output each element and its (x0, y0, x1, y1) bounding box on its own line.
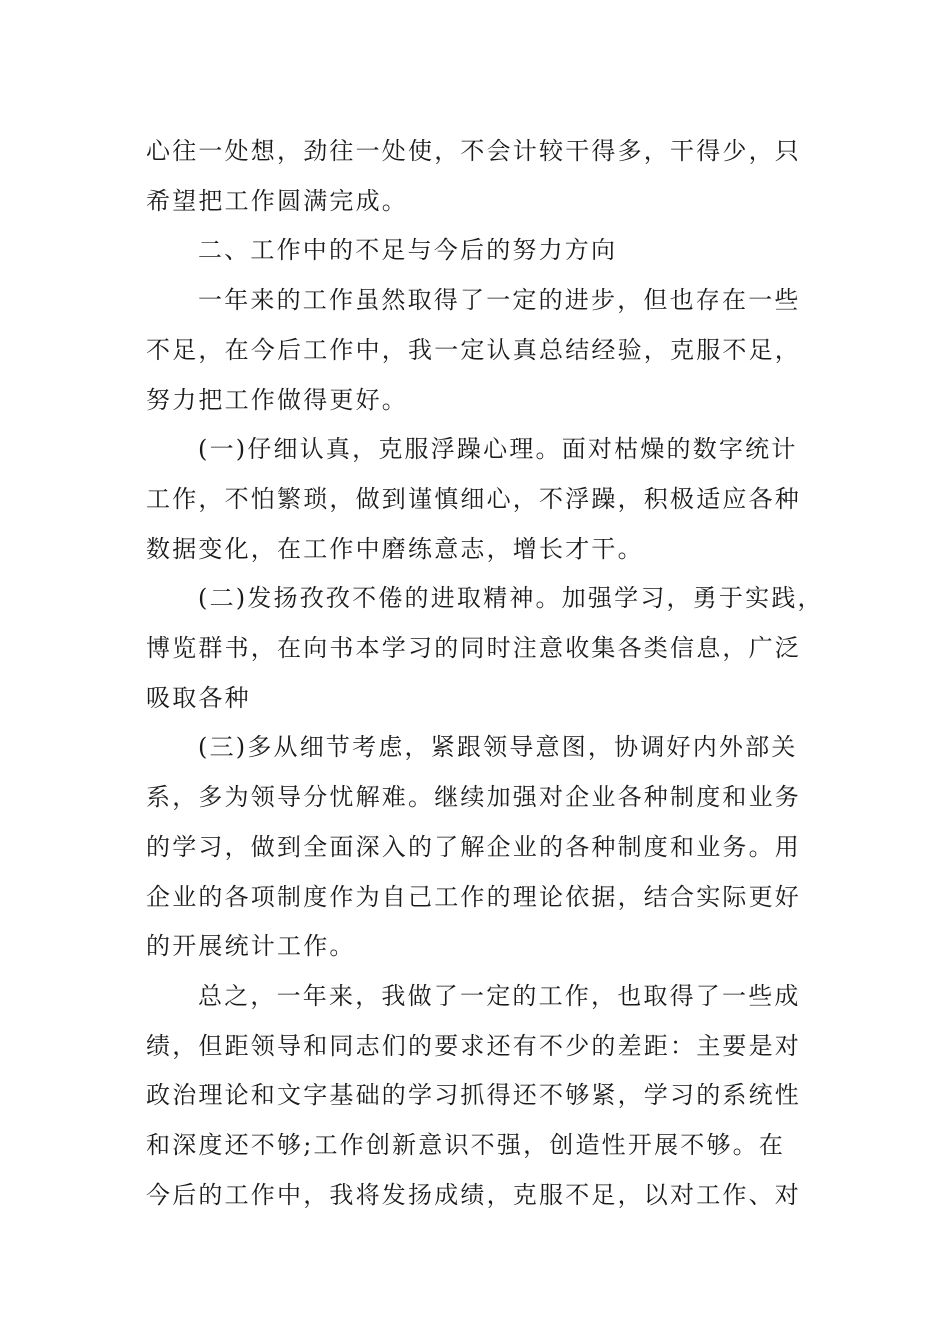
paragraph-5 (146, 574, 824, 723)
text-line: 今后的工作中，我将发扬成绩，克服不足，以对工作、对 (146, 1180, 801, 1209)
text-line: 吸取各种 (146, 683, 251, 712)
text-line: 心往一处想，劲往一处使，不会计较干得多，干得少，只 (146, 137, 801, 165)
paragraph-6 (146, 723, 801, 972)
text-line: 博览群书，在向书本学习的同时注意收集各类信息，广泛 (146, 634, 801, 663)
text-line: 一年来的工作虽然取得了一定的进步，但也存在一些 (198, 286, 801, 315)
document-body (146, 127, 824, 1220)
text-line: 系，多为领导分忧解难。继续加强对企业各种制度和业务 (146, 783, 801, 812)
text-line: 企业的各项制度作为自己工作的理论依据，结合实际更好 (146, 882, 801, 911)
text-line: 努力把工作做得更好。 (146, 385, 408, 414)
text-line: 工作，不怕繁琐，做到谨慎细心，不浮躁，积极适应各种 (146, 484, 801, 513)
text-line: 绩，但距领导和同志们的要求还有不少的差距：主要是对 (146, 1031, 801, 1060)
text-line: 政治理论和文字基础的学习抓得还不够紧，学习的系统性 (146, 1081, 801, 1110)
paragraph-4 (146, 425, 801, 574)
text-line: 的开展统计工作。 (146, 932, 356, 961)
paragraph-7 (146, 972, 801, 1221)
text-line: 不足，在今后工作中，我一定认真总结经验，克服不足， (146, 335, 801, 364)
heading-line: 二、工作中的不足与今后的努力方向 (198, 236, 618, 265)
paragraph-1 (146, 127, 801, 226)
text-line: (二)发扬孜孜不倦的进取精神。加强学习，勇于实践， (198, 584, 824, 613)
text-line: (一)仔细认真，克服浮躁心理。面对枯燥的数字统计 (198, 435, 798, 464)
text-line: 总之，一年来，我做了一定的工作，也取得了一些成 (198, 981, 801, 1010)
paragraph-3 (146, 276, 801, 425)
text-line: 和深度还不够;工作创新意识不强，创造性开展不够。在 (146, 1131, 786, 1160)
text-line: (三)多从细节考虑，紧跟领导意图，协调好内外部关 (198, 733, 798, 762)
text-line: 数据变化，在工作中磨练意志，增长才干。 (146, 534, 644, 563)
text-line: 希望把工作圆满完成。 (146, 186, 408, 215)
section-heading (146, 226, 786, 276)
text-line: 的学习，做到全面深入的了解企业的各种制度和业务。用 (146, 832, 801, 861)
